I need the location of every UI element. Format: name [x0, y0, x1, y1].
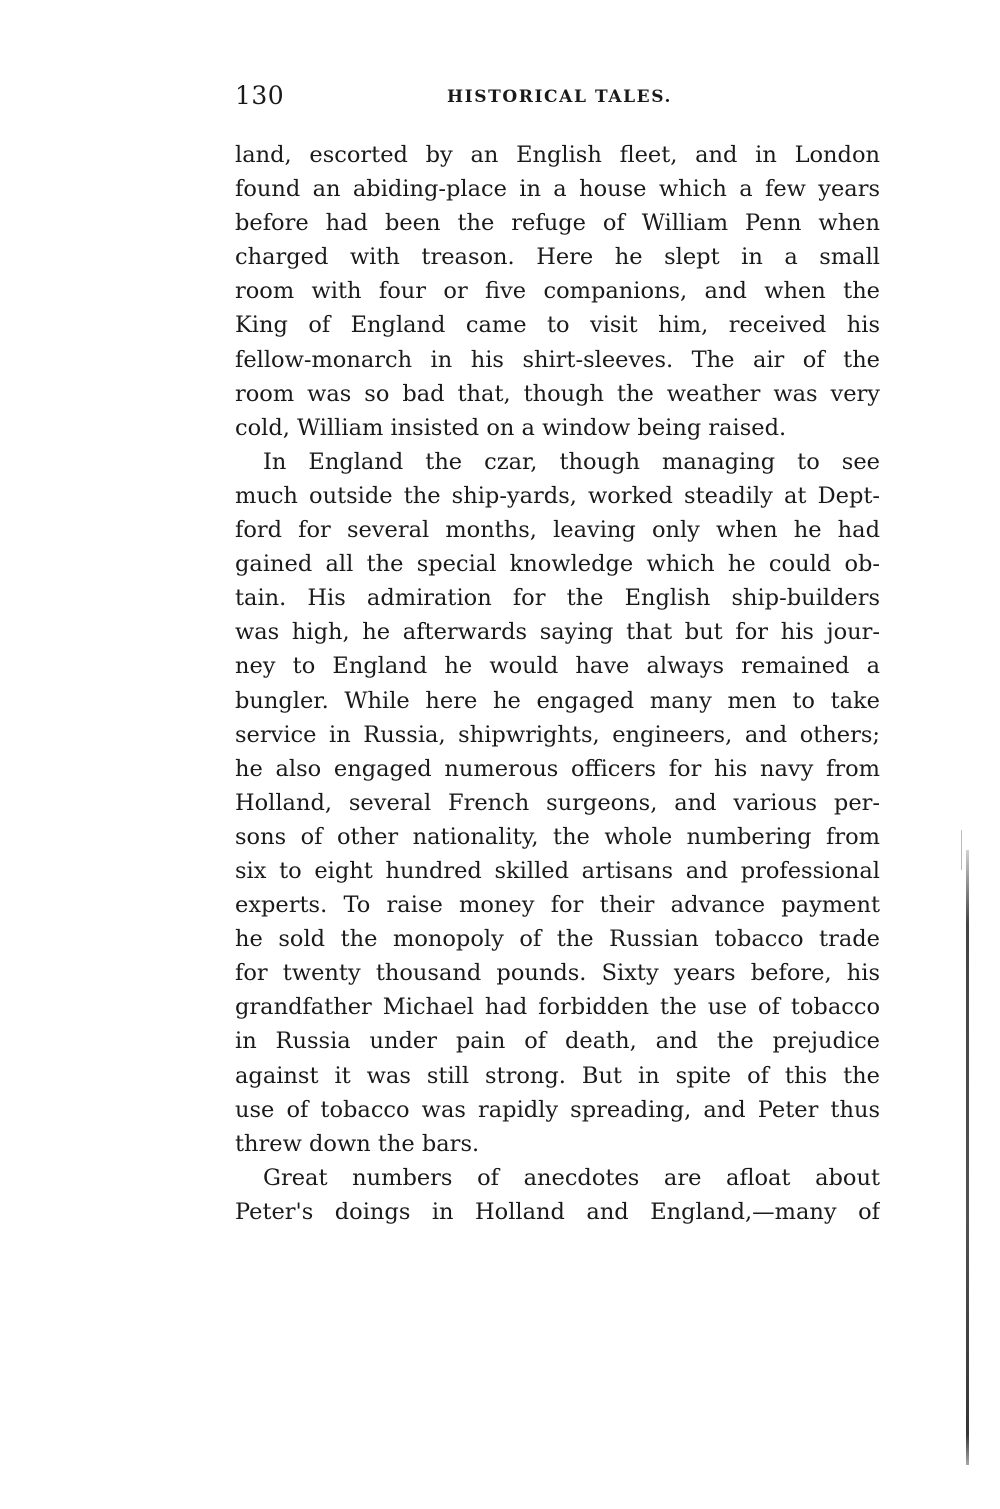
- text-line: gained all the special knowledge which he could ob-: [235, 551, 880, 578]
- text-line: Peter's doings in Holland and England,—many of: [235, 1198, 880, 1225]
- text-line: ney to England he would have always remained a: [235, 653, 880, 680]
- running-head: [235, 78, 880, 118]
- text-line: cold, William insisted on a window being raised.: [235, 414, 787, 441]
- text-line: Holland, several French surgeons, and various per-: [235, 789, 880, 816]
- text-line: fellow-monarch in his shirt-sleeves. The air of the: [235, 346, 880, 373]
- text-line: for twenty thousand pounds. Sixty years before, his: [235, 960, 880, 987]
- text-line: before had been the refuge of William Penn when: [235, 210, 880, 237]
- text-line: found an abiding-place in a house which a few years: [235, 176, 880, 203]
- text-line: he also engaged numerous officers for his navy from: [235, 755, 880, 782]
- text-line: much outside the ship-yards, worked steadily at Dept-: [235, 482, 880, 509]
- text-line: Great numbers of anecdotes are afloat about: [263, 1164, 880, 1191]
- text-line: sons of other nationality, the whole numbering from: [235, 823, 880, 850]
- scan-edge-shadow: [966, 850, 969, 1465]
- text-line: grandfather Michael had forbidden the use of tobacco: [235, 994, 880, 1021]
- text-line: six to eight hundred skilled artisans and professional: [235, 857, 880, 884]
- text-line: bungler. While here he engaged many men to take: [235, 687, 880, 714]
- text-line: room with four or five companions, and when the: [235, 278, 880, 305]
- page-number: 130: [235, 81, 285, 110]
- body-text: [235, 138, 880, 1229]
- text-line: against it was still strong. But in spite of this the: [235, 1062, 880, 1089]
- text-line: tain. His admiration for the English ship-builders: [235, 585, 880, 612]
- text-line: use of tobacco was rapidly spreading, and Peter thus: [235, 1096, 880, 1123]
- text-line: ford for several months, leaving only when he had: [235, 517, 880, 544]
- text-line: King of England came to visit him, received his: [235, 312, 880, 339]
- text-line: room was so bad that, though the weather was very: [235, 380, 880, 407]
- text-line: In England the czar, though managing to see: [263, 448, 880, 475]
- text-line: charged with treason. Here he slept in a small: [235, 244, 880, 271]
- text-line: in Russia under pain of death, and the prejudice: [235, 1028, 880, 1055]
- text-line: service in Russia, shipwrights, engineers, and others;: [235, 721, 880, 748]
- text-line: he sold the monopoly of the Russian tobacco trade: [235, 926, 880, 953]
- text-line: was high, he afterwards saying that but for his jour-: [235, 619, 880, 646]
- text-line: threw down the bars.: [235, 1130, 480, 1157]
- scan-edge-mark: [961, 830, 962, 870]
- text-line: land, escorted by an English fleet, and in London: [235, 142, 880, 168]
- text-line: experts. To raise money for their advance payment: [235, 892, 880, 919]
- running-title: HISTORICAL TALES.: [447, 87, 673, 107]
